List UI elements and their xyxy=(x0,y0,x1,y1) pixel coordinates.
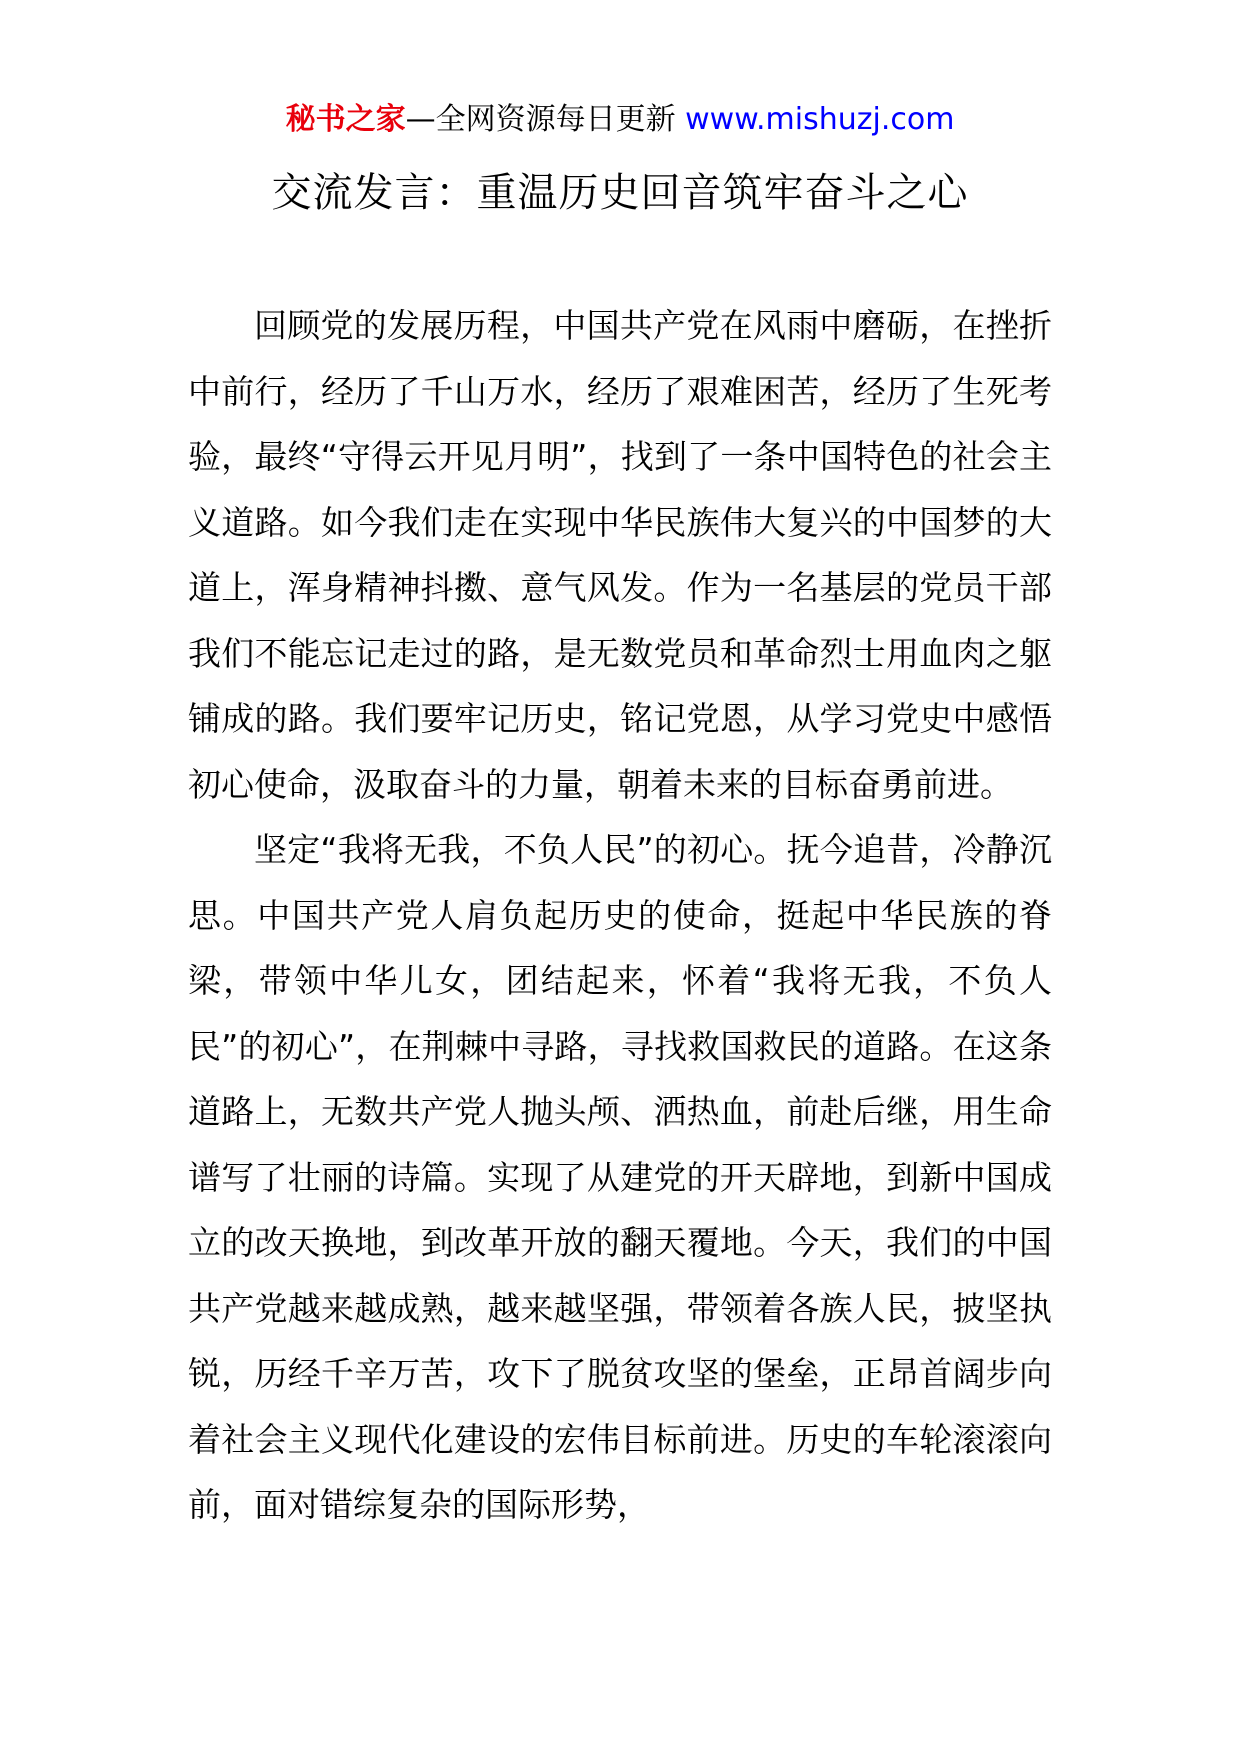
paragraph-2: 坚定“我将无我，不负人民”的初心。抚今追昔，冷静沉思。中国共产党人肩负起历史的使命，挺起中华民族的脊梁，带领中华儿女，团结起来，怀着“我将无我，不负人民”的初心”，在荆棘中寻路，寻找救国救民的道路。在这条道路上，无数共产党人抛头颅、洒热血，前赴后继，用生命谱写了壮丽的诗篇。实现了从建党的开天辟地，到新中国成立的改天换地，到改革开放的翻天覆地。今天，我们的中国共产党越来越成熟，越来越坚强，带领着各族人民，披坚执锐，历经千辛万苦，攻下了脱贫攻坚的堡垒，正昂首阔步向着社会主义现代化建设的宏伟目标前进。历史的车轮滚滚向前，面对错综复杂的国际形势， xyxy=(188,830,1052,1524)
site-header xyxy=(0,100,1240,140)
site-url-link[interactable]: www.mishuzj.com xyxy=(685,102,955,137)
document-body xyxy=(188,293,1052,1538)
document-title: 交流发言：重温历史回音筑牢奋斗之心 xyxy=(271,170,969,216)
brand-name: 秘书之家 xyxy=(285,102,406,137)
header-tagline: —全网资源每日更新 xyxy=(405,102,686,137)
paragraph-1: 回顾党的发展历程，中国共产党在风雨中磨砺，在挫折中前行，经历了千山万水，经历了艰难困苦，经历了生死考验，最终“守得云开见月明”，找到了一条中国特色的社会主义道路。如今我们走在实现中华民族伟大复兴的中国梦的大道上，浑身精神抖擞、意气风发。作为一名基层的党员干部我们不能忘记走过的路，是无数党员和革命烈士用血肉之躯铺成的路。我们要牢记历史，铭记党恩，从学习党史中感悟初心使命，汲取奋斗的力量，朝着未来的目标奋勇前进。 xyxy=(188,306,1052,804)
